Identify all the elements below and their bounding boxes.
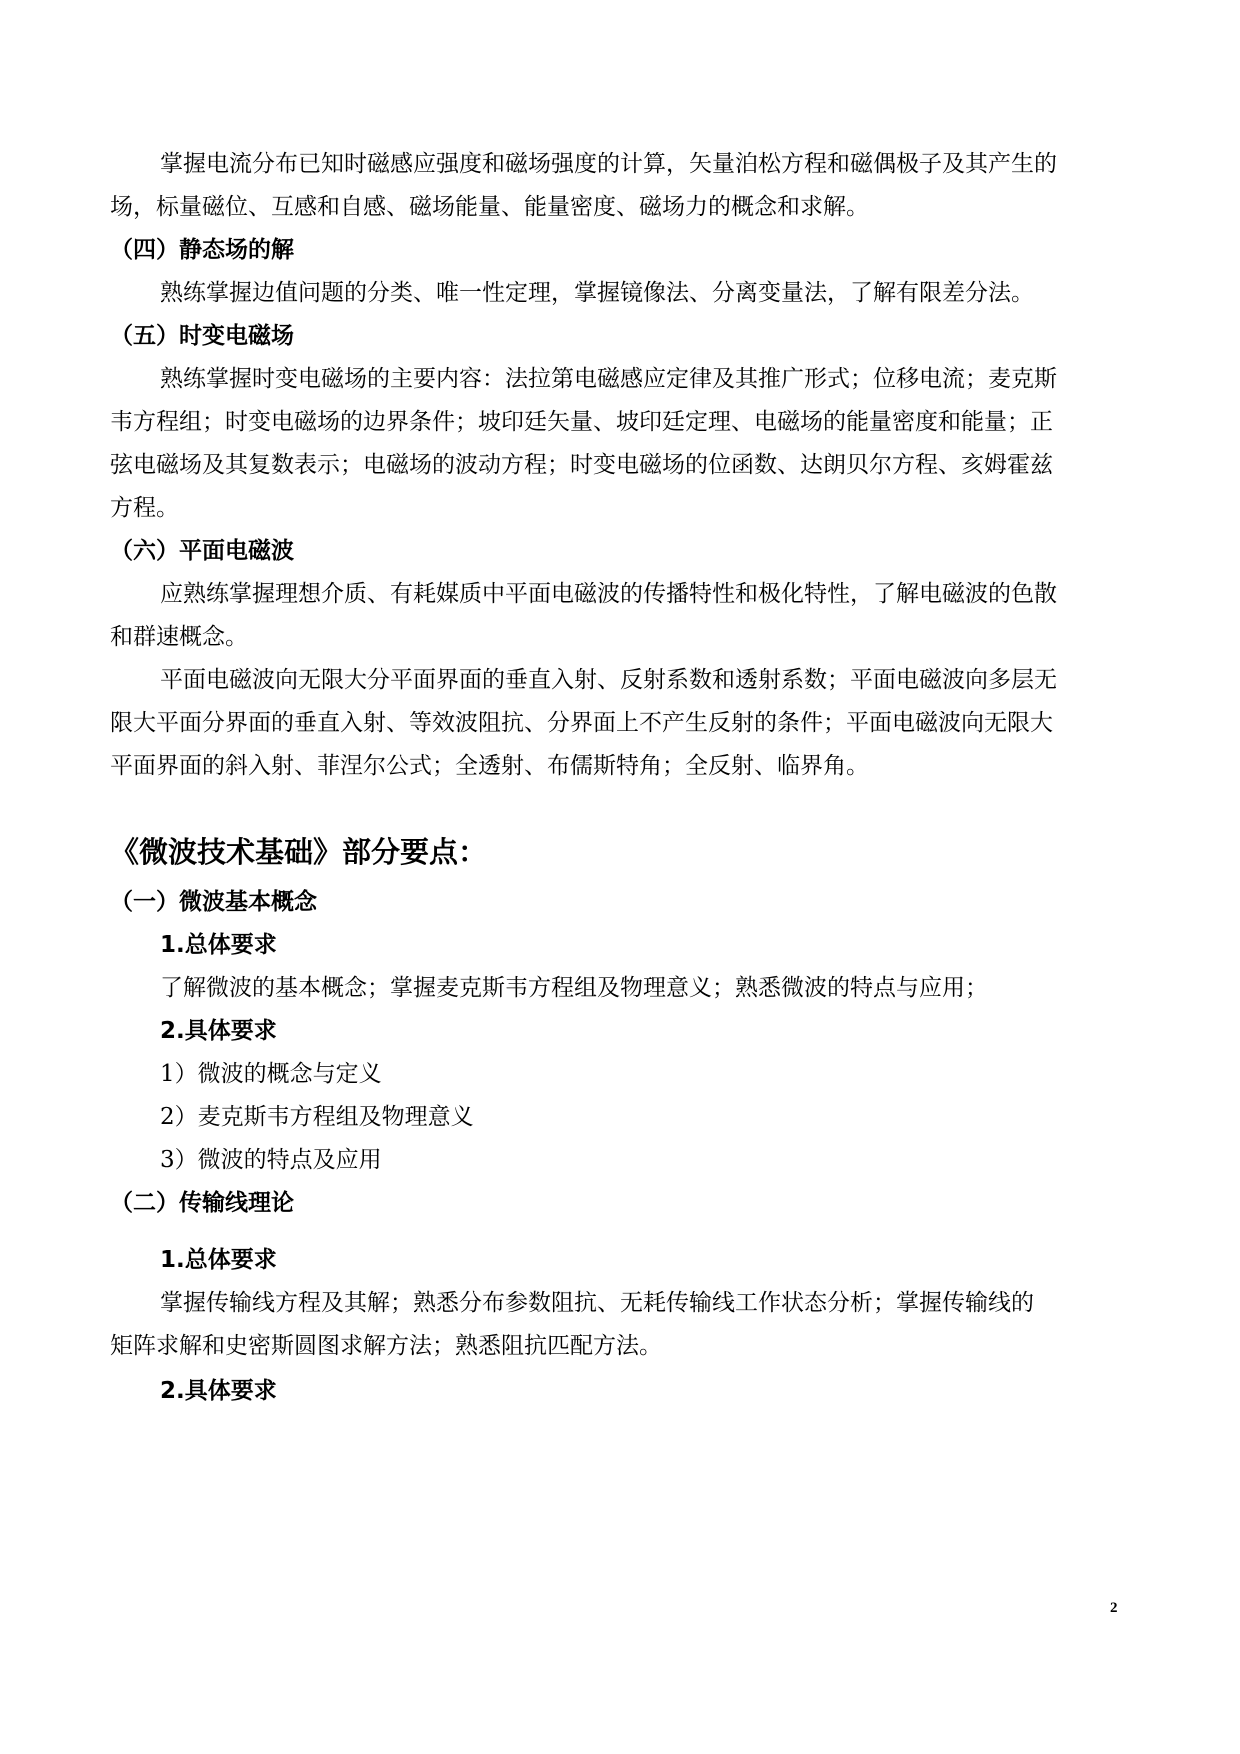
list-item: 2）麦克斯韦方程组及物理意义 [160,1104,474,1130]
list-item: 3）微波的特点及应用 [160,1147,382,1173]
paragraph-plane-wave-line: 和群速概念。 [110,624,248,650]
paragraph-static-field: 熟练掌握边值问题的分类、唯一性定理，掌握镜像法、分离变量法，了解有限差分法。 [160,280,1034,306]
label-overall-requirements: 1.总体要求 [160,1247,277,1273]
heading-time-varying-field: （五）时变电磁场 [110,323,294,349]
paragraph-time-varying-line: 弦电磁场及其复数表示；电磁场的波动方程；时变电磁场的位函数、达朗贝尔方程、亥姆霍兹 [110,452,1053,478]
paragraph-time-varying-line: 韦方程组；时变电磁场的边界条件；坡印廷矢量、坡印廷定理、电磁场的能量密度和能量；正 [110,409,1053,435]
heading-transmission-line-theory: （二）传输线理论 [110,1190,294,1216]
heading-microwave-basics: （一）微波基本概念 [110,889,317,915]
label-overall-requirements: 1.总体要求 [160,932,277,958]
section-title-microwave: 《微波技术基础》部分要点： [110,835,488,869]
list-item: 1）微波的概念与定义 [160,1061,382,1087]
paragraph-magnetic-line: 场，标量磁位、互感和自感、磁场能量、能量密度、磁场力的概念和求解。 [110,194,869,220]
paragraph-magnetic-line: 掌握电流分布已知时磁感应强度和磁场强度的计算，矢量泊松方程和磁偶极子及其产生的 [160,151,1057,177]
heading-plane-wave: （六）平面电磁波 [110,538,294,564]
paragraph-time-varying-line: 熟练掌握时变电磁场的主要内容：法拉第电磁感应定律及其推广形式；位移电流；麦克斯 [160,366,1057,392]
page-number: 2 [1110,1600,1118,1616]
paragraph-overall-requirements: 了解微波的基本概念；掌握麦克斯韦方程组及物理意义；熟悉微波的特点与应用； [160,975,988,1001]
label-specific-requirements: 2.具体要求 [160,1018,277,1044]
paragraph-transmission-overall-line: 矩阵求解和史密斯圆图求解方法；熟悉阻抗匹配方法。 [110,1333,662,1359]
paragraph-plane-wave-incidence-line: 平面电磁波向无限大分平面界面的垂直入射、反射系数和透射系数；平面电磁波向多层无 [160,667,1057,693]
paragraph-plane-wave-incidence-line: 平面界面的斜入射、菲涅尔公式；全透射、布儒斯特角；全反射、临界角。 [110,753,869,779]
paragraph-time-varying-line: 方程。 [110,495,179,521]
label-specific-requirements: 2.具体要求 [160,1378,277,1404]
heading-static-field: （四）静态场的解 [110,237,294,263]
paragraph-transmission-overall-line: 掌握传输线方程及其解；熟悉分布参数阻抗、无耗传输线工作状态分析；掌握传输线的 [160,1290,1034,1316]
paragraph-plane-wave-line: 应熟练掌握理想介质、有耗媒质中平面电磁波的传播特性和极化特性，了解电磁波的色散 [160,581,1057,607]
paragraph-plane-wave-incidence-line: 限大平面分界面的垂直入射、等效波阻抗、分界面上不产生反射的条件；平面电磁波向无限大 [110,710,1053,736]
